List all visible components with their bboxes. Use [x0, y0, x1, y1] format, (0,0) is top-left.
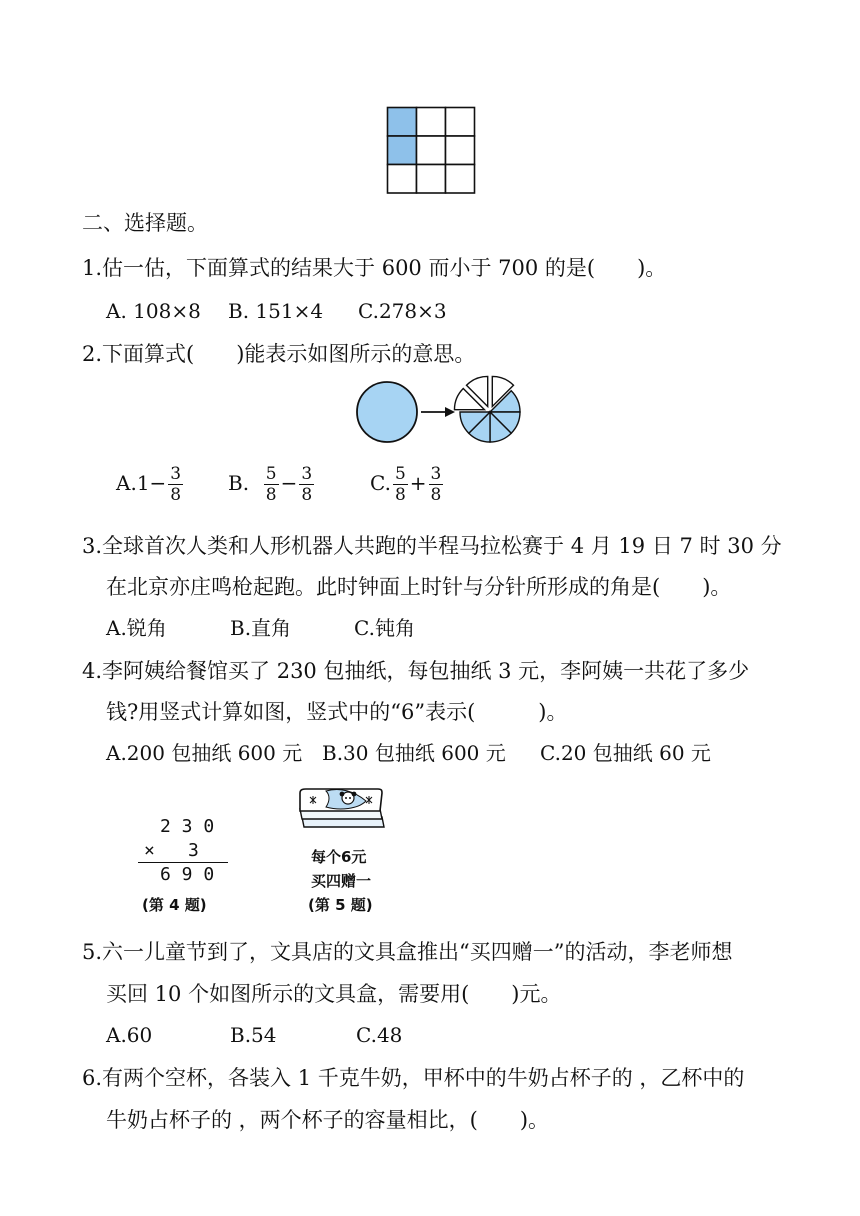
arrow-head [445, 407, 455, 417]
q5-line-1: 5.六一儿童节到了，文具店的文具盒推出“买四赠一”的活动，李老师想 [82, 940, 733, 964]
fraction [168, 464, 183, 505]
operator: − [280, 471, 298, 495]
fraction [299, 464, 314, 505]
denominator: 8 [170, 485, 182, 505]
denominator: 8 [265, 485, 277, 505]
grid-cell [417, 136, 446, 165]
q3-option-c: C.钝角 [354, 616, 415, 640]
q2-option-b-label: B. [228, 471, 250, 495]
q2-option-a-label: A. [116, 471, 137, 495]
q5-option-b: B.54 [230, 1023, 277, 1047]
calc-result: 6 9 0 [160, 864, 215, 885]
q2-stem: 2.下面算式( )能表示如图所示的意思。 [82, 342, 476, 366]
grid-cell [388, 165, 417, 194]
calc-row-2: 3 [188, 840, 199, 861]
q4-line-1: 4.李阿姨给餐馆买了 230 包抽纸，每包抽纸 3 元，李阿姨一共花了多少 [82, 659, 750, 683]
q1-stem: 1.估一估，下面算式的结果大于 600 而小于 700 的是( )。 [82, 256, 667, 280]
numerator: 5 [265, 464, 277, 484]
fraction [264, 464, 279, 505]
q4-option-c: C.20 包抽纸 60 元 [540, 741, 711, 765]
q1-option-c: C.278×3 [358, 299, 447, 323]
section-title: 二、选择题。 [82, 211, 208, 235]
calc-operator: × [144, 840, 155, 861]
q5-figure-caption: (第 5 题) [308, 896, 373, 914]
q5-option-a: A.60 [106, 1023, 153, 1047]
grid-cell [417, 165, 446, 194]
calc-underline [138, 862, 228, 863]
pencil-box-price: 每个6元 [311, 848, 367, 866]
q2-option-c-label: C. [370, 471, 391, 495]
q2-pie-figure [355, 372, 530, 452]
grid-cell-shaded [388, 136, 417, 165]
grid-cell [446, 108, 475, 137]
q5-option-c: C.48 [356, 1023, 403, 1047]
q4-line-2: 钱?用竖式计算如图，竖式中的“6”表示( )。 [106, 700, 568, 724]
numerator: 3 [430, 464, 442, 484]
q3-line-1: 3.全球首次人类和人形机器人共跑的半程马拉松赛于 4 月 19 日 7 时 30 分 [82, 534, 782, 558]
denominator: 8 [394, 485, 406, 505]
grid-cell-shaded [388, 108, 417, 137]
q5-line-2: 买回 10 个如图所示的文具盒，需要用( )元。 [106, 982, 562, 1006]
q6-line-2: 牛奶占杯子的 ，两个杯子的容量相比，( )。 [106, 1108, 550, 1132]
denominator: 8 [301, 485, 313, 505]
whole-circle [357, 382, 417, 442]
grid-figure [386, 106, 476, 194]
q1-option-a: A. 108×8 [106, 299, 201, 323]
q2-option-b [228, 464, 316, 505]
pie-slices [454, 376, 520, 442]
q4-figure-caption: (第 4 题) [142, 896, 207, 914]
numerator: 3 [301, 464, 313, 484]
numerator: 5 [394, 464, 406, 484]
grid-cell [446, 136, 475, 165]
q4-option-a: A.200 包抽纸 600 元 [106, 741, 303, 765]
pencil-box-illustration [296, 787, 388, 837]
pencil-box-promo: 买四赠一 [311, 872, 372, 890]
denominator: 8 [430, 485, 442, 505]
grid-cell [446, 165, 475, 194]
q2-option-a-prefix: 1− [136, 471, 167, 495]
fraction [429, 464, 444, 505]
q2-option-c [370, 464, 445, 505]
fraction [393, 464, 408, 505]
calc-row-1: 2 3 0 [160, 816, 215, 837]
q3-option-a: A.锐角 [106, 616, 167, 640]
q3-option-b: B.直角 [230, 616, 292, 640]
q6-line-1: 6.有两个空杯，各装入 1 千克牛奶，甲杯中的牛奶占杯子的 ，乙杯中的 [82, 1066, 745, 1090]
grid-cell [417, 108, 446, 137]
q3-line-2: 在北京亦庄鸣枪起跑。此时钟面上时针与分针所形成的角是( )。 [106, 575, 732, 599]
q4-option-b: B.30 包抽纸 600 元 [322, 741, 506, 765]
operator: + [409, 471, 427, 495]
q2-option-a [116, 464, 185, 505]
numerator: 3 [170, 464, 182, 484]
q1-option-b: B. 151×4 [228, 299, 324, 323]
